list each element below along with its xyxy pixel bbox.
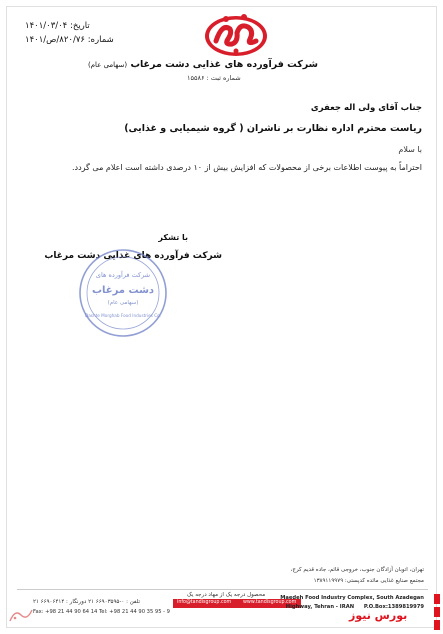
- footer-city: Highway, Tehran - IRAN: [285, 604, 355, 610]
- company-stamp: [77, 247, 169, 339]
- stamp-seal: [77, 247, 169, 339]
- footer-pobox: P.O.Box:1389819979: [363, 604, 424, 610]
- footer-complex-fa: مجتمع صنایع غذایی مائده کدپستی: ۱۳۸۹۱۱۹۹۷۹: [313, 578, 424, 584]
- number-value: ۸۲۰/۷۶/ص/۱۴۰۱: [25, 35, 85, 45]
- number-label: شماره:: [87, 35, 114, 45]
- company-name-text: شرکت فرآورده های غذایی دشت مرغاب: [130, 59, 318, 70]
- footer-phone-en: Fax: +98 21 44 90 64 14 Tel: +98 21 44 90 35 95 - 9: [33, 609, 170, 615]
- footer-ornament-icon: [9, 607, 33, 623]
- footer-address-en1: Maedeh Food Industry Complex, South Azadegan: [280, 595, 424, 601]
- company-type: (سهامی عام): [87, 61, 128, 69]
- svg-text:Dashte Morghab Food Industries: Dashte Morghab Food Industries Co.: [85, 313, 161, 318]
- footer-address-fa: تهران، اتوبان آزادگان جنوب، خروجی قائم، جاده قدیم کرج،: [290, 567, 424, 573]
- recipient-title: ریاست محترم اداره نظارت بر ناشران ( گروه شیمیایی و غذایی): [124, 123, 422, 134]
- footer-produced-by: محصول درجه یک از مهاد درجه یک: [187, 592, 266, 598]
- company-name: [88, 59, 318, 70]
- svg-text:(سهامی عام): (سهامی عام): [107, 300, 139, 306]
- letter-body: احتراماً به پیوست اطلاعات برخی از محصولات که افزایش بیش از ۱۰ درصدی داشته است اعلام می گردد.: [71, 163, 422, 172]
- footer-website[interactable]: www.tandisgroup.com: [243, 600, 297, 605]
- date-value: ۱۴۰۱/۰۳/۰۴: [25, 21, 68, 31]
- svg-text:دشت مرغاب: دشت مرغاب: [91, 285, 155, 296]
- registration-number: شماره ثبت : ۱۵۵۸۶: [187, 74, 241, 82]
- watermark-bars-icon: [434, 594, 440, 630]
- svg-text:شرکت فرآورده های: شرکت فرآورده های: [95, 271, 151, 279]
- footer-divider: [17, 589, 428, 590]
- logo-graphic: [202, 11, 270, 59]
- footer-email[interactable]: info@tandisgroup.com: [177, 600, 232, 605]
- signature-company: شرکت فرآورده های غذایی دشت مرغاب: [44, 251, 222, 261]
- company-logo: [202, 11, 270, 59]
- recipient-name: جناب آقای ولی اله جعفری: [310, 103, 422, 113]
- salutation: با سلام: [398, 145, 422, 154]
- date-label: تاریخ:: [69, 21, 90, 31]
- watermark-brand: بورس نیوز: [349, 609, 408, 622]
- letter-page: [6, 6, 437, 628]
- letter-number: [25, 33, 114, 47]
- letter-date: [25, 19, 90, 33]
- footer-phone-fa: تلفن : ۰-۶۶۹۰۳۵۹۵ ۲۱ دورنگار : ۶۶۹۰۶۴۱۴ ۲۱: [33, 599, 141, 605]
- closing: با تشکر: [158, 233, 188, 242]
